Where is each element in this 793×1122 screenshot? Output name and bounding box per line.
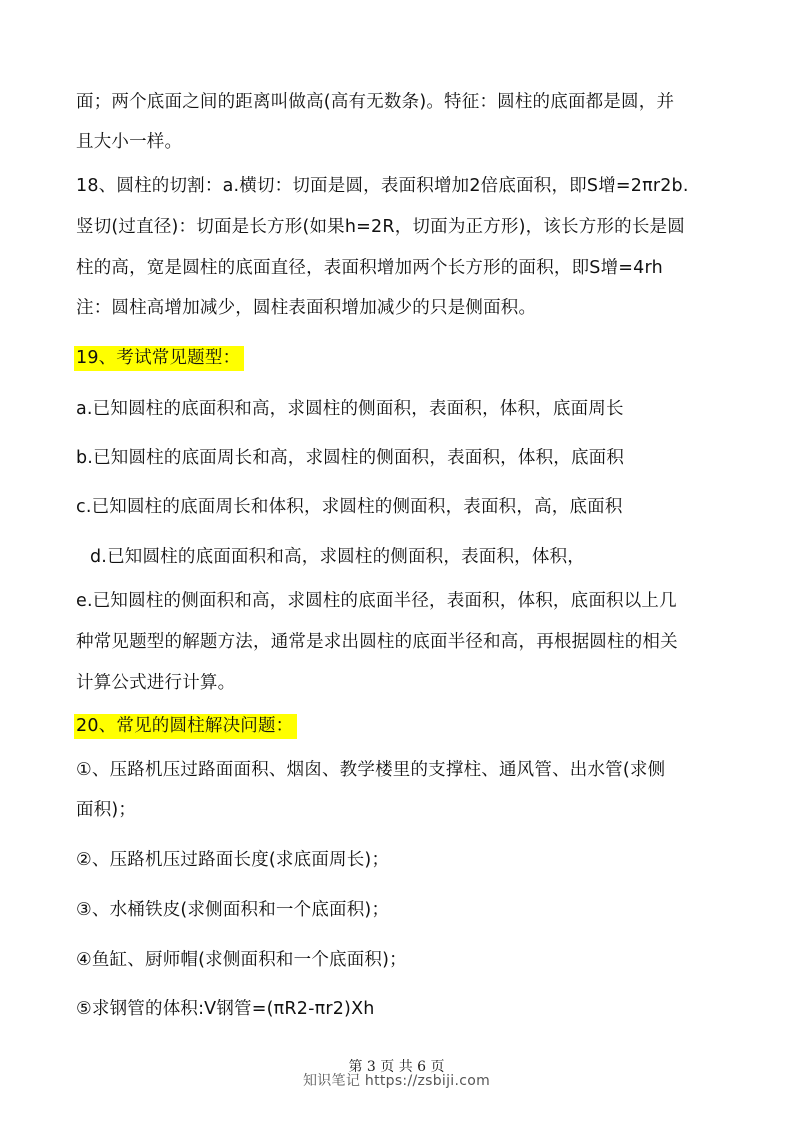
highlighted-heading-text: 20、常见的圆柱解决问题： [74,714,297,739]
paragraph-line: 且大小一样。 [76,132,183,152]
paragraph-line: 面；两个底面之间的距离叫做高(高有无数条)。特征：圆柱的底面都是圆，并 [76,92,675,112]
list-item-1: ①、压路机压过路面面积、烟囱、教学楼里的支撑柱、通风管、出水管(求侧 [76,760,666,780]
paragraph-line: 竖切(过直径)：切面是长方形(如果h=2R，切面为正方形)，该长方形的长是圆 [76,217,685,237]
list-item-4: ④鱼缸、厨师帽(求侧面积和一个底面积)； [76,950,407,970]
list-item-2: ②、压路机压过路面长度(求底面周长)； [76,850,390,870]
list-item-5: ⑤求钢管的体积:V钢管=(πR2-πr2)Xh [76,999,375,1019]
question-type-c: c.已知圆柱的底面周长和体积，求圆柱的侧面积，表面积，高，底面积 [76,497,623,517]
section-heading-19 [76,345,244,371]
question-type-b: b.已知圆柱的底面周长和高，求圆柱的侧面积，表面积，体积，底面积 [76,448,625,468]
page-number: 第 3 页 共 6 页 [348,1059,445,1075]
question-type-d: d.已知圆柱的底面面积和高，求圆柱的侧面积，表面积，体积， [90,547,585,567]
paragraph-line: 种常见题型的解题方法，通常是求出圆柱的底面半径和高，再根据圆柱的相关 [76,632,678,652]
highlighted-heading-text: 19、考试常见题型： [74,346,244,371]
paragraph-line: 注：圆柱高增加减少，圆柱表面积增加减少的只是侧面积。 [76,298,537,318]
question-type-e: e.已知圆柱的侧面积和高，求圆柱的底面半径，表面积，体积，底面积以上几 [76,591,677,611]
site-watermark: 知识笔记 https://zsbiji.com [302,1073,491,1089]
section-heading-20 [76,713,297,739]
question-type-a: a.已知圆柱的底面积和高，求圆柱的侧面积，表面积，体积，底面周长 [76,399,624,419]
paragraph-line: 面积)； [76,800,137,820]
paragraph-line: 18、圆柱的切割：a.横切：切面是圆，表面积增加2倍底面积，即S增=2πr2b. [76,176,689,196]
list-item-3: ③、水桶铁皮(求侧面积和一个底面积)； [76,900,390,920]
paragraph-line: 计算公式进行计算。 [76,673,236,693]
paragraph-line: 柱的高，宽是圆柱的底面直径，表面积增加两个长方形的面积，即S增=4rh [76,258,663,278]
